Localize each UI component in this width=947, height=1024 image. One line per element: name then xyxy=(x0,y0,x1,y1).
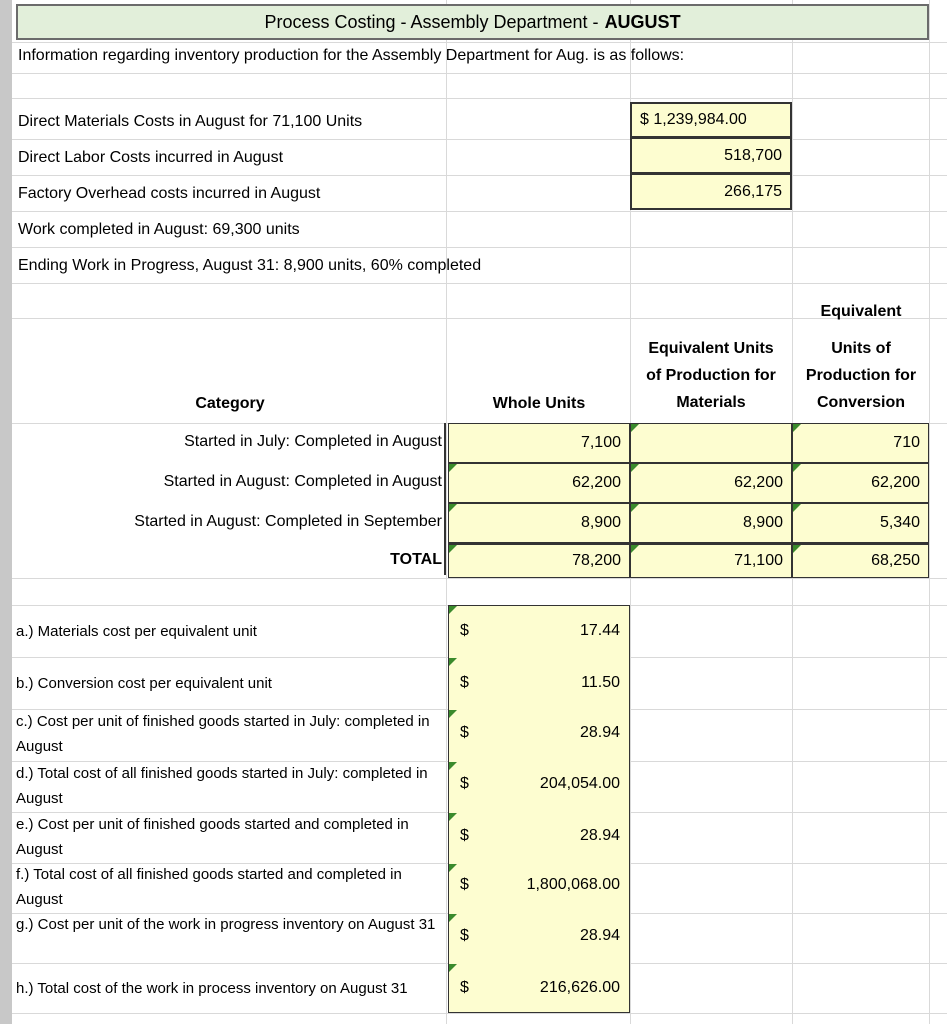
cell-comment-marker xyxy=(793,545,801,553)
title-month: AUGUST xyxy=(604,11,681,32)
answer-c-value[interactable]: 28.94 xyxy=(579,724,620,741)
question-a-label[interactable]: a.) Materials cost per equivalent unit xyxy=(16,623,257,640)
materials-eu-cell[interactable]: 62,200 xyxy=(630,463,792,503)
whole-units-cell[interactable]: 7,100 xyxy=(448,423,630,463)
cell-comment-marker xyxy=(631,464,639,472)
answer-g-value[interactable]: 28.94 xyxy=(579,927,620,944)
answers-block xyxy=(448,605,630,1013)
gridline xyxy=(12,283,947,284)
gridline xyxy=(12,1013,947,1014)
currency-symbol: $ xyxy=(460,979,469,996)
gridline xyxy=(12,139,947,140)
gridline xyxy=(929,0,930,1024)
gridline xyxy=(12,42,947,43)
answer-f-value[interactable]: 1,800,068.00 xyxy=(526,876,620,893)
whole-units-cell[interactable]: 62,200 xyxy=(448,463,630,503)
header-conversion-line4: Conversion xyxy=(816,394,905,411)
gridline xyxy=(12,578,947,579)
cell-comment-marker xyxy=(449,658,457,666)
header-category[interactable]: Category xyxy=(195,395,265,412)
answer-b-value[interactable]: 11.50 xyxy=(581,674,620,691)
total-label[interactable]: TOTAL xyxy=(390,551,442,568)
conversion-eu-total[interactable]: 68,250 xyxy=(792,543,929,578)
cell-comment-marker xyxy=(793,504,801,512)
cell-comment-marker xyxy=(449,464,457,472)
header-materials-line3: Materials xyxy=(676,394,746,411)
intro-text[interactable]: Information regarding inventory production for the Assembly Department for Aug. is as follows: xyxy=(18,47,685,64)
row-category-1[interactable]: Started in July: Completed in August xyxy=(184,433,442,450)
gridline xyxy=(12,211,947,212)
currency-symbol: $ xyxy=(460,876,469,893)
cell-comment-marker xyxy=(631,504,639,512)
materials-eu-cell[interactable] xyxy=(630,423,792,463)
gridline xyxy=(446,0,447,1024)
header-whole-units[interactable]: Whole Units xyxy=(492,395,586,412)
currency-symbol: $ xyxy=(460,622,469,639)
currency-symbol: $ xyxy=(460,674,469,691)
header-conversion-line1: Equivalent xyxy=(820,303,902,320)
conversion-eu-cell[interactable]: 5,340 xyxy=(792,503,929,543)
currency-symbol: $ xyxy=(460,775,469,792)
currency-symbol: $ xyxy=(460,827,469,844)
header-conversion-line3: Production for xyxy=(805,367,917,384)
gridline xyxy=(12,175,947,176)
header-materials-line1[interactable]: Equivalent Units xyxy=(648,340,774,357)
currency-symbol: $ xyxy=(460,927,469,944)
row-category-3[interactable]: Started in August: Completed in September xyxy=(134,513,442,530)
gridline xyxy=(12,98,947,99)
header-conversion-line2[interactable]: Units of xyxy=(831,340,891,357)
cell-comment-marker xyxy=(449,813,457,821)
labor-cost-cell[interactable]: 518,700 xyxy=(630,138,792,174)
cell-comment-marker xyxy=(631,424,639,432)
cell-comment-marker xyxy=(449,964,457,972)
materials-eu-total[interactable]: 71,100 xyxy=(630,543,792,578)
header-materials-line2: of Production for xyxy=(646,367,776,384)
cell-comment-marker xyxy=(449,545,457,553)
materials-cost-cell[interactable]: $ 1,239,984.00 xyxy=(630,102,792,138)
cell-comment-marker xyxy=(449,914,457,922)
row-category-2[interactable]: Started in August: Completed in August xyxy=(163,473,442,490)
answer-e-value[interactable]: 28.94 xyxy=(579,827,620,844)
answer-d-value[interactable]: 204,054.00 xyxy=(539,775,620,792)
row-header-gutter xyxy=(0,0,12,1024)
cost-label-overhead[interactable]: Factory Overhead costs incurred in August xyxy=(18,185,321,202)
cell-comment-marker xyxy=(449,864,457,872)
cost-label-materials[interactable]: Direct Materials Costs in August for 71,100 Units xyxy=(18,113,363,130)
question-f-label[interactable]: f.) Total cost of all finished goods started and completed in August xyxy=(16,866,402,908)
answer-h-value[interactable]: 216,626.00 xyxy=(539,979,620,996)
cell-comment-marker xyxy=(793,464,801,472)
overhead-cost-cell[interactable]: 266,175 xyxy=(630,174,792,210)
cell-comment-marker xyxy=(449,606,457,614)
cell-comment-marker xyxy=(449,762,457,770)
question-d-label[interactable]: d.) Total cost of all finished goods started in July: completed in August xyxy=(16,765,428,807)
whole-units-cell[interactable]: 8,900 xyxy=(448,503,630,543)
conversion-eu-cell[interactable]: 62,200 xyxy=(792,463,929,503)
cost-label-labor[interactable]: Direct Labor Costs incurred in August xyxy=(18,149,284,166)
page-title[interactable] xyxy=(16,4,929,40)
header-conversion-clip xyxy=(794,303,928,326)
question-c-label[interactable]: c.) Cost per unit of finished goods started in July: completed in August xyxy=(16,713,430,755)
question-h-label[interactable]: h.) Total cost of the work in process inventory on August 31 xyxy=(16,980,408,997)
gridline xyxy=(12,247,947,248)
materials-eu-cell[interactable]: 8,900 xyxy=(630,503,792,543)
cell-comment-marker xyxy=(449,710,457,718)
whole-units-total[interactable]: 78,200 xyxy=(448,543,630,578)
question-b-label[interactable]: b.) Conversion cost per equivalent unit xyxy=(16,675,272,692)
work-completed-text[interactable]: Work completed in August: 69,300 units xyxy=(18,221,300,238)
question-g-label[interactable]: g.) Cost per unit of the work in progress inventory on August 31 xyxy=(16,916,436,933)
answer-a-value[interactable]: 17.44 xyxy=(579,622,620,639)
ending-wip-text[interactable]: Ending Work in Progress, August 31: 8,900 units, 60% completed xyxy=(18,257,482,274)
cell-comment-marker xyxy=(631,545,639,553)
conversion-eu-cell[interactable]: 710 xyxy=(792,423,929,463)
table-left-border xyxy=(444,423,446,575)
question-e-label[interactable]: e.) Cost per unit of finished goods started and completed in August xyxy=(16,816,409,858)
currency-symbol: $ xyxy=(460,724,469,741)
cell-comment-marker xyxy=(449,504,457,512)
title-prefix: Process Costing - Assembly Department - xyxy=(264,11,599,32)
gridline xyxy=(12,73,947,74)
cell-comment-marker xyxy=(793,424,801,432)
